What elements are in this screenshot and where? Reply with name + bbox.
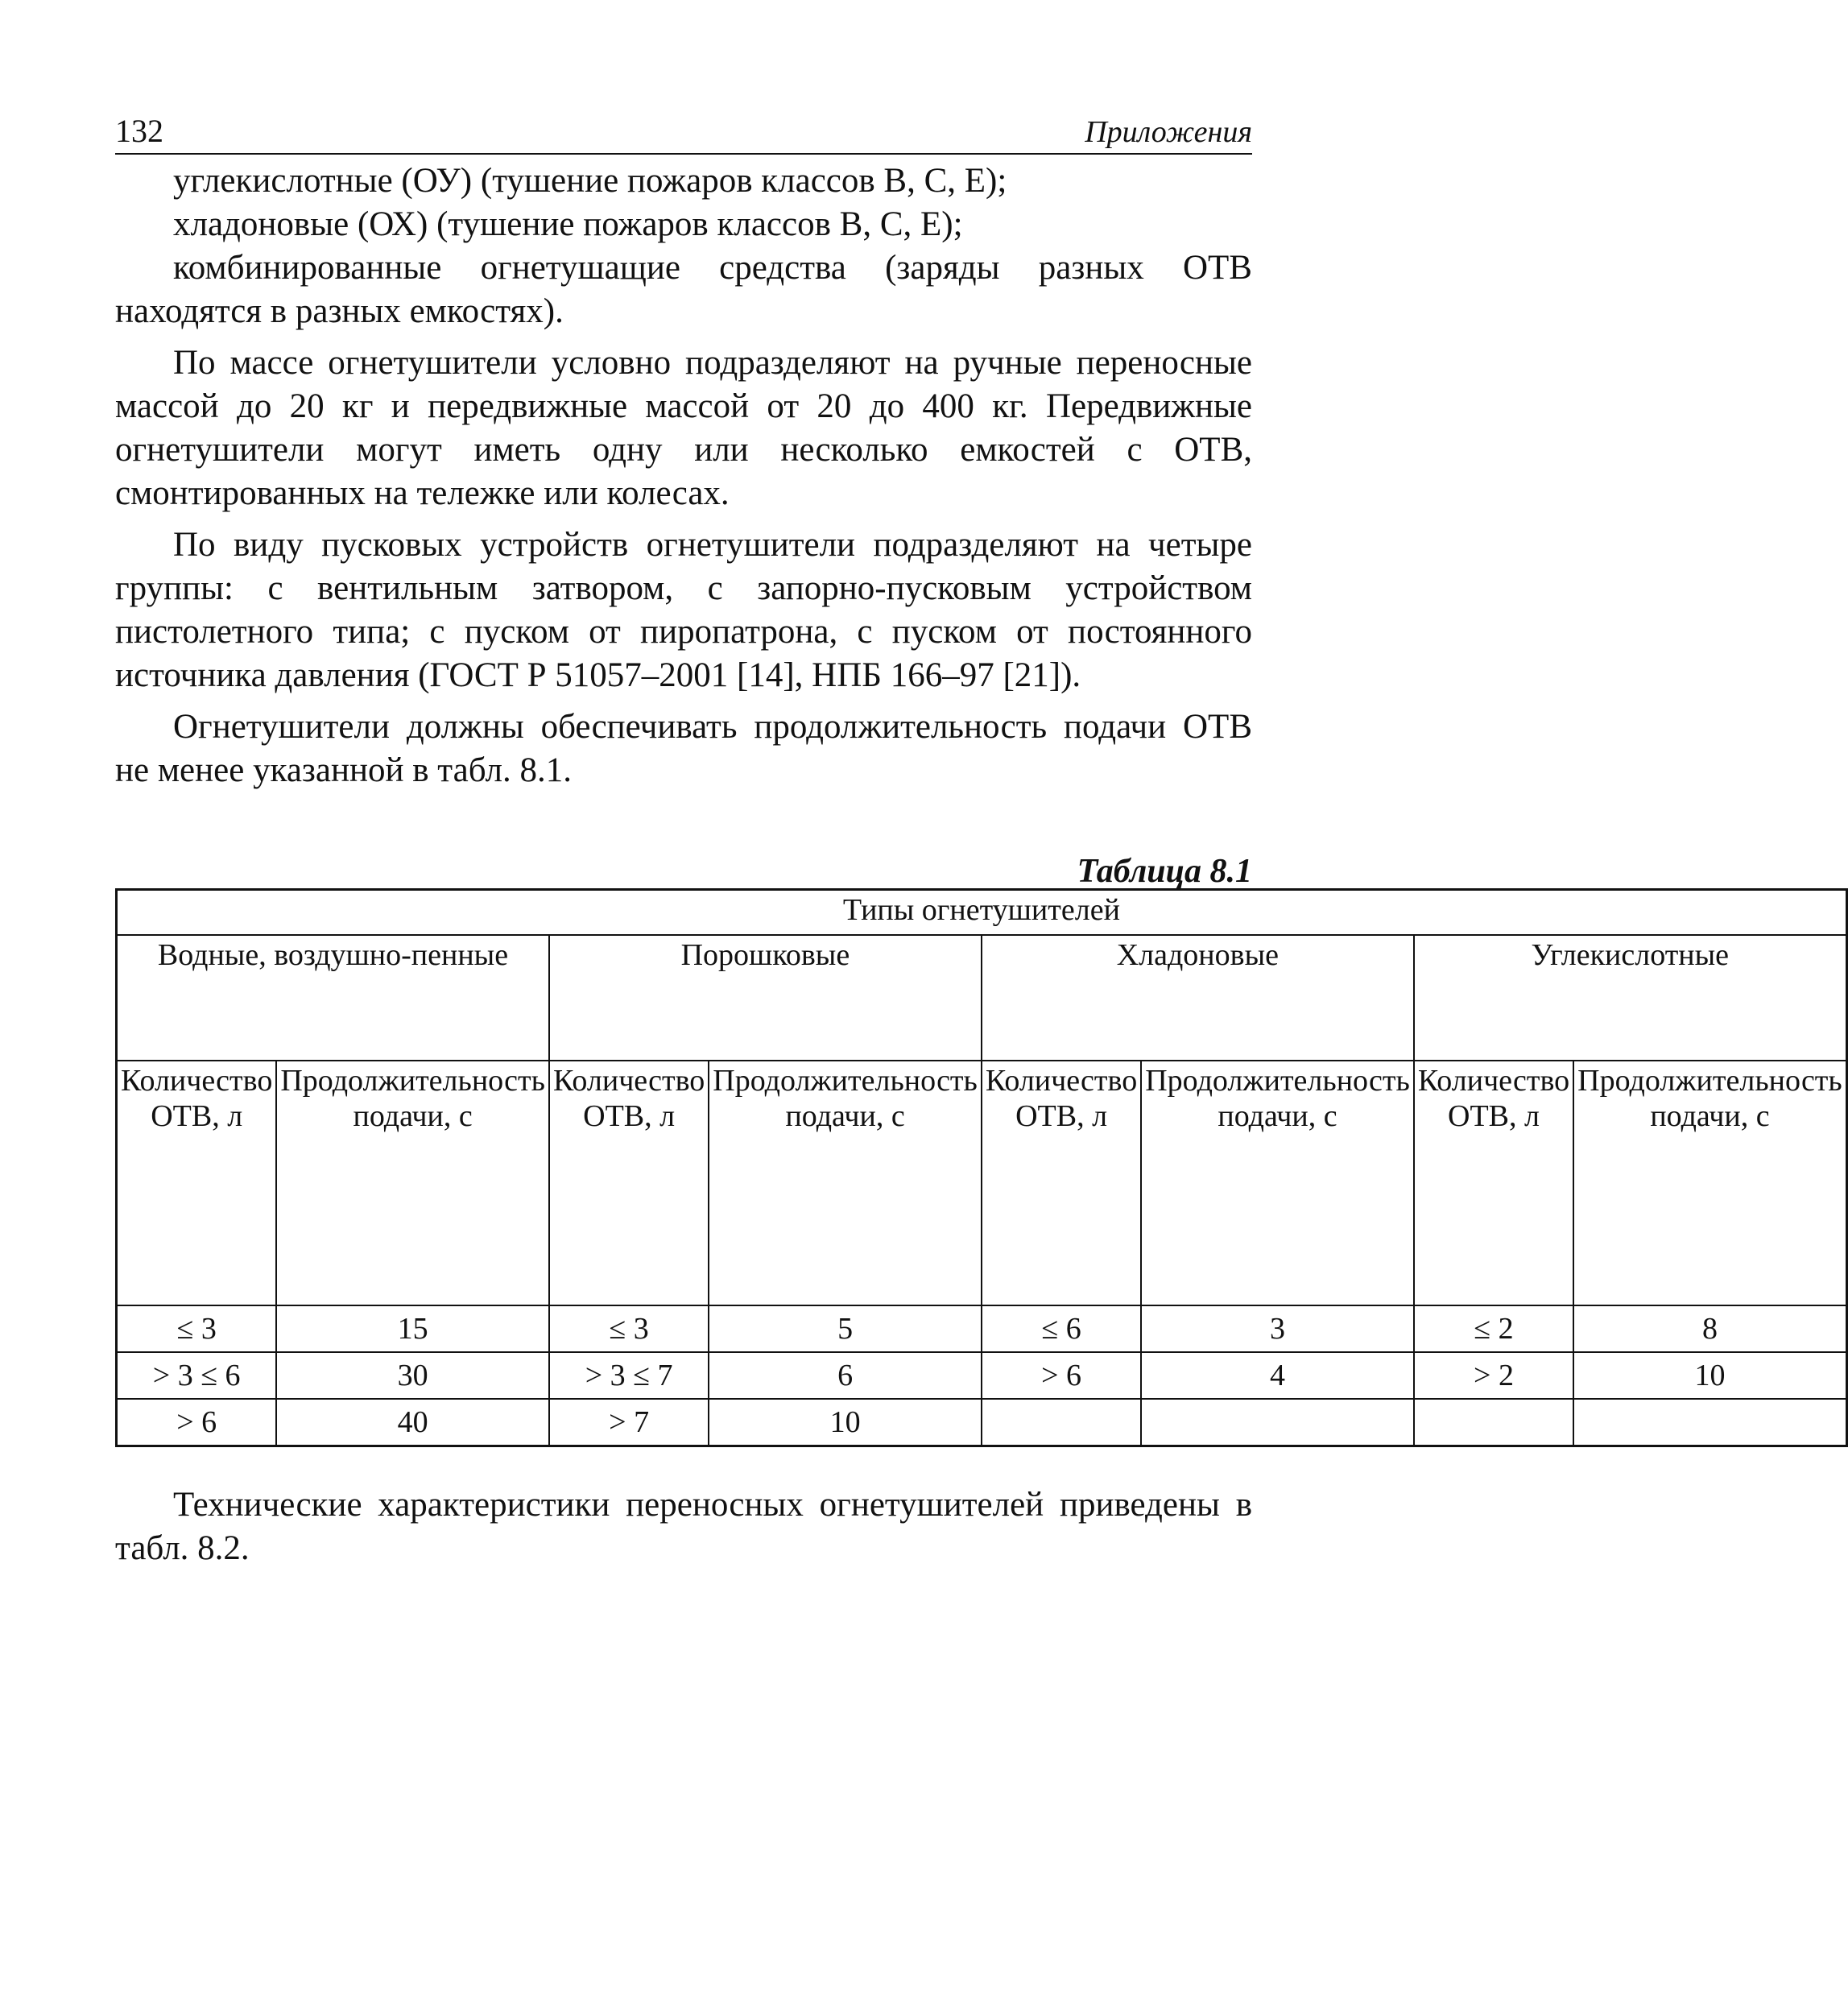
table-cell: 6 <box>709 1352 982 1399</box>
table-cell <box>982 1399 1141 1446</box>
paragraph-duration: Огнетушители должны обеспечивать продолжительность подачи ОТВ не менее указанной в табл. 8.1. <box>115 708 1252 789</box>
body-text-top <box>115 159 1252 792</box>
table-cell: > 2 <box>1414 1352 1573 1399</box>
table-cell: ≤ 3 <box>549 1305 709 1352</box>
table-cell: > 6 <box>982 1352 1141 1399</box>
paragraph-table-reference: Технические характеристики переносных огнетушителей приведены в табл. 8.2. <box>115 1486 1252 1567</box>
table-cell: 10 <box>1573 1352 1846 1399</box>
table-cell: ≤ 2 <box>1414 1305 1573 1352</box>
column-header-duration: Продолжительность подачи, с <box>1573 1061 1846 1305</box>
body-text-bottom <box>115 1483 1252 1570</box>
table-cell: 8 <box>1573 1305 1846 1352</box>
table-cell: 5 <box>709 1305 982 1352</box>
column-header-quantity: Количество ОТВ, л <box>1414 1061 1573 1305</box>
table-cell: ≤ 3 <box>117 1305 277 1352</box>
table-cell: > 3 ≤ 7 <box>549 1352 709 1399</box>
table-cell <box>1573 1399 1846 1446</box>
table-cell: ≤ 6 <box>982 1305 1141 1352</box>
table-cell: 4 <box>1141 1352 1414 1399</box>
column-header-quantity: Количество ОТВ, л <box>549 1061 709 1305</box>
table-cell: > 7 <box>549 1399 709 1446</box>
table-cell: 3 <box>1141 1305 1414 1352</box>
paragraph-mass: По массе огнетушители условно подразделяют на ручные переносные массой до 20 кг и передвижные массой от 20 до 400 кг. Передвижные огнетушители могут иметь одну или несколько емкостей с ОТВ, смонтированных на тележке или колесах. <box>115 344 1252 512</box>
group-header-powder: Порошковые <box>549 935 982 1061</box>
table-row <box>117 1352 1847 1399</box>
table-caption: Таблица 8.1 <box>1077 853 1252 890</box>
group-header-halon: Хладоновые <box>982 935 1414 1061</box>
extinguisher-table <box>115 888 1848 1447</box>
page-header <box>115 111 1252 155</box>
table-cell: 40 <box>276 1399 549 1446</box>
column-header-quantity: Количество ОТВ, л <box>982 1061 1141 1305</box>
page-number: 132 <box>115 113 163 149</box>
table-cell: > 3 ≤ 6 <box>117 1352 277 1399</box>
table-cell: 30 <box>276 1352 549 1399</box>
table-row <box>117 1399 1847 1446</box>
table-cell: 10 <box>709 1399 982 1446</box>
group-header-co2: Углекислотные <box>1414 935 1846 1061</box>
column-header-quantity: Количество ОТВ, л <box>117 1061 277 1305</box>
column-header-duration: Продолжительность подачи, с <box>1141 1061 1414 1305</box>
table-cell: 15 <box>276 1305 549 1352</box>
column-header-duration: Продолжительность подачи, с <box>276 1061 549 1305</box>
table-cell <box>1414 1399 1573 1446</box>
table-cell <box>1141 1399 1414 1446</box>
list-item-co2: углекислотные (ОУ) (тушение пожаров классов В, С, Е); <box>173 162 1007 200</box>
table-cell: > 6 <box>117 1399 277 1446</box>
paragraph-start-devices: По виду пусковых устройств огнетушители подразделяют на четыре группы: с вентильным затвором, с запорно-пусковым устройством пистолетного типа; с пуском от пиропатрона, с пуском от постоянного источника давления (ГОСТ Р 51057–2001 [14], НПБ 166–97 [21]). <box>115 526 1252 694</box>
list-item-combined: комбинированные огнетушащие средства (заряды разных ОТВ находятся в разных емкостях). <box>115 249 1252 330</box>
list-item-halon: хладоновые (ОХ) (тушение пожаров классов В, С, Е); <box>173 205 963 243</box>
column-header-duration: Продолжительность подачи, с <box>709 1061 982 1305</box>
running-title: Приложения <box>1085 115 1252 149</box>
table-title: Типы огнетушителей <box>117 890 1847 936</box>
group-header-water: Водные, воздушно-пенные <box>117 935 549 1061</box>
table-row <box>117 1305 1847 1352</box>
